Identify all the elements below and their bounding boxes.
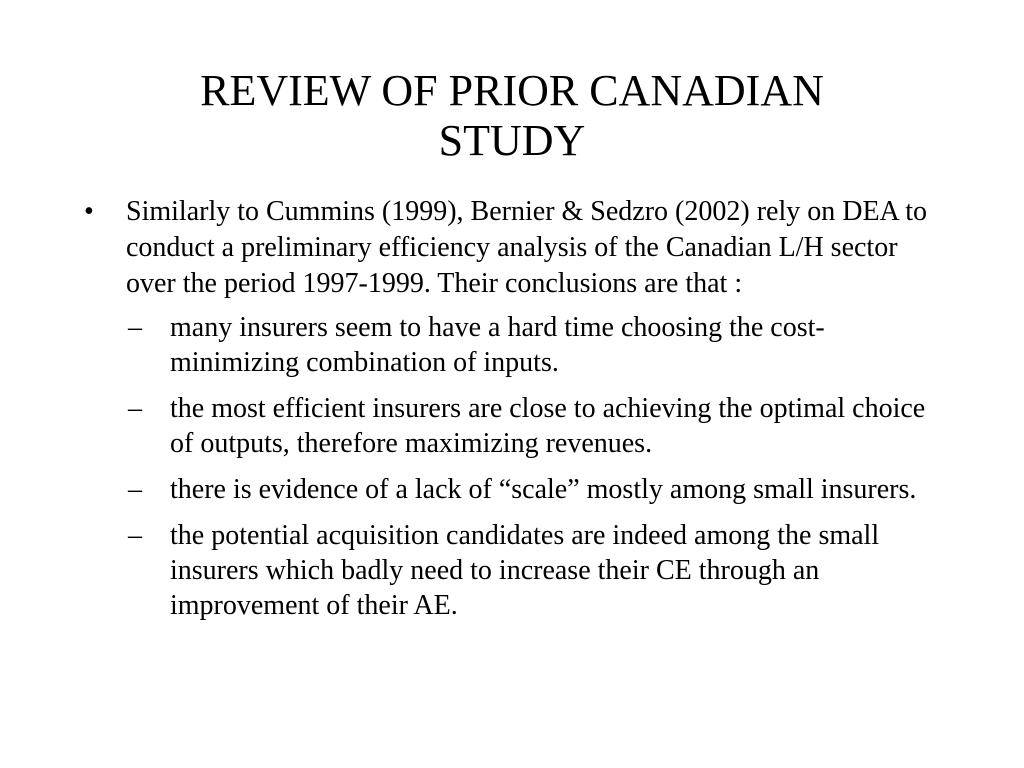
sub-bullet-item-3 xyxy=(128,472,944,507)
sub-bullet-text-4: the potential acquisition candidates are indeed among the small insurers which badly need to increase their CE through an improvement of their AE. xyxy=(170,520,880,621)
sub-bullet-text-2: the most efficient insurers are close to achieving the optimal choice of outputs, therefore maximizing revenues. xyxy=(170,393,926,459)
slide-body xyxy=(84,194,944,634)
dash-marker: – xyxy=(128,393,142,424)
slide-title-line-2: STUDY xyxy=(438,116,586,165)
slide-title xyxy=(0,66,1024,166)
sub-bullet-text-1: many insurers seem to have a hard time choosing the cost-minimizing combination of inputs. xyxy=(170,312,825,378)
sub-bullet-text-3: there is evidence of a lack of “scale” mostly among small insurers. xyxy=(170,474,917,505)
bullet-marker: • xyxy=(84,196,94,227)
dash-marker: – xyxy=(128,520,142,551)
sub-bullet-list xyxy=(84,310,944,623)
dash-marker: – xyxy=(128,312,142,343)
main-bullet-text: Similarly to Cummins (1999), Bernier & Sedzro (2002) rely on DEA to conduct a preliminary efficiency analysis of the Canadian L/H sector over the period 1997-1999. Their conclusions are that : xyxy=(126,196,928,299)
sub-bullet-item-4 xyxy=(128,518,944,623)
sub-bullet-item-1 xyxy=(128,310,944,380)
main-bullet-item xyxy=(84,194,944,302)
slide-title-line-1: REVIEW OF PRIOR CANADIAN xyxy=(200,66,824,115)
dash-marker: – xyxy=(128,474,142,505)
sub-bullet-item-2 xyxy=(128,391,944,461)
